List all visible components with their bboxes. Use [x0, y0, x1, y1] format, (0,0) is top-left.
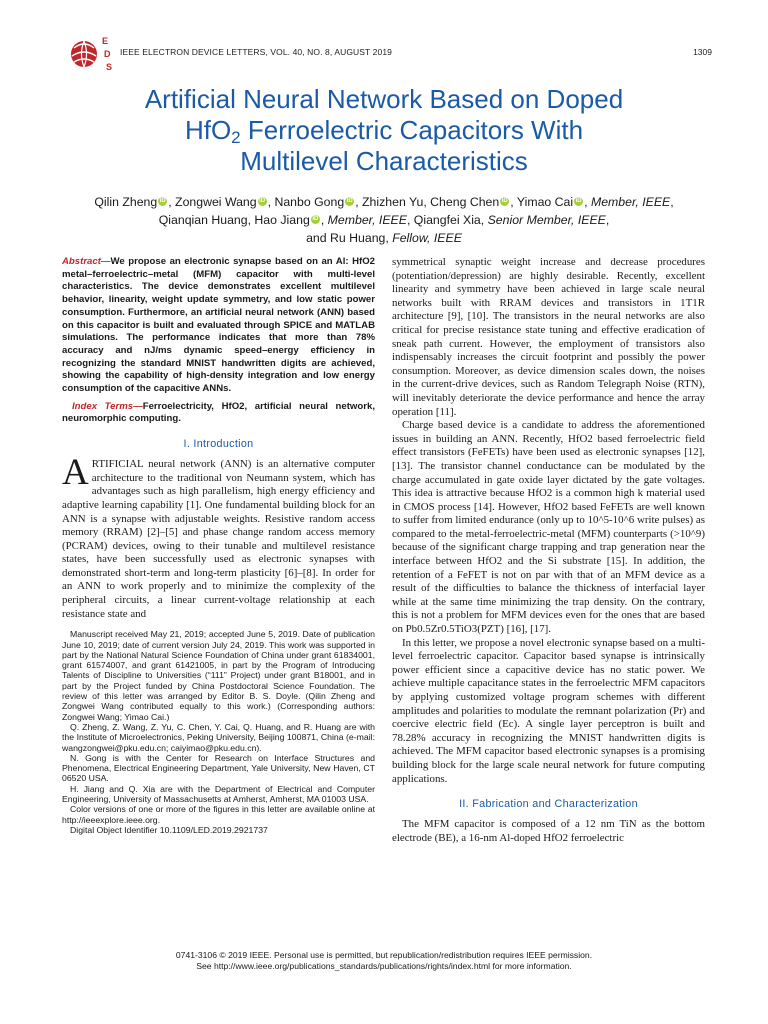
authors-line-3: and Ru Huang, Fellow, IEEE	[306, 231, 462, 245]
left-column	[62, 256, 375, 835]
abstract-text: We propose an electronic synapse based on an Al: HfO2 metal–ferroelectric–metal (MFM) capacitor with multi-level characteristics. The device demonstrates excellent multilevel behavior, linearity, weight update symmetry, and low static power consumption. Furthermore, an artificial neural network (ANN) based on this capacitor is built and evaluated through SPICE and MATLAB simulations. The performance indicates that more than 78% accuracy and nJ/ms dynamic speed–energy efficiency in recognizing the standard MNIST handwritten digits are achieved, showing the capability of high-density integration and low energy consumption of the capacitive ANNs.	[62, 256, 375, 395]
section-heading-introduction: I. Introduction	[183, 438, 254, 451]
abstract-label: Abstract—	[62, 256, 111, 267]
page-number: 1309	[693, 47, 712, 57]
authors-line-1: Qilin Zheng iD , Zongwei Wang iD , Nanbo Gong iD , Zhizhen Yu, Cheng Chen iD , Yimao Cai iD , Member, IEEE,	[94, 195, 674, 209]
svg-text:D: D	[104, 49, 111, 59]
fabrication-paragraph-1: The MFM capacitor is composed of a 12 nm TiN as the bottom electrode (BE), a 16-nm Al-doped HfO2 ferroelectric	[392, 818, 705, 844]
footnote-doi: Digital Object Identifier 10.1109/LED.2019.2921737	[70, 824, 268, 835]
orcid-icon[interactable]: iD	[575, 198, 582, 204]
right-paragraph-3: In this letter, we propose a novel electronic synapse based on a multi-level ferroelectric capacitor. Capacitor based synapse is intrinsically power efficient since a capacitive device has no static power. We achieve multiple capacitance states in the ferroelectric MFM capacitors by applying customized voltage program schemes with different amplitudes and polarities to modulate the remnant polarization (Pr) and coercive electric field (Ec). A single layer perceptron is built and 78.28% accuracy in recognizing the MNIST handwritten digits is achieved. The MFM capacitor based electronic synapses is a promising building block for the large scale neural network for future computing applications.	[392, 636, 705, 785]
svg-text:S: S	[106, 62, 113, 72]
footnote-affiliation-yale: N. Gong is with the Center for Research on Interface Structures and Phenomena, Electrical Engineering Department, Yale University, New Haven, CT 06520 USA.	[62, 752, 375, 784]
index-terms-label: Index Terms—	[72, 400, 143, 412]
footnote-color-figures: Color versions of one or more of the figures in this letter are available online at http://ieeexplore.ieee.org.	[62, 804, 375, 825]
eds-society-logo	[62, 30, 120, 78]
index-terms-text: Ferroelectricity, HfO2, artificial neural network, neuromorphic computing.	[62, 400, 375, 425]
journal-citation: IEEE ELECTRON DEVICE LETTERS, VOL. 40, NO. 8, AUGUST 2019	[120, 47, 392, 57]
copyright-line-1: 0741-3106 © 2019 IEEE. Personal use is permitted, but republication/redistribution requires IEEE permission.	[175, 950, 593, 960]
footnote-affiliation-umass: H. Jiang and Q. Xia are with the Department of Electrical and Computer Engineering, University of Massachusetts at Amherst, Amherst, MA 01003 USA.	[62, 783, 375, 805]
copyright-line-2: See http://www.ieee.org/publications_standards/publications/rights/index.html for more information.	[196, 961, 572, 971]
fabrication-body	[392, 818, 705, 845]
title-line-1: Artificial Neural Network Based on Doped	[144, 84, 624, 114]
right-paragraph-2: Charge based device is a candidate to address the aforementioned issues in building an ANN. Recently, HfO2 based ferroelectric field effect transistors (FeFETs) have been used as electronic synapses [12], [13]. The transistor channel conductance can be modulated by the charge accumulated in gate oxide layer dictated by the gate voltages. This idea is attractive because HfO2 is a common high k material used in CMOS process [14]. However, HfO2 based FeFETs are well known to suffer from limited endurance (only up to 10^5-10^6 write pulses) as compared to the metal-ferroelectric-metal (MFM) counterparts (>10^9) because of the significant charge trapping and trap generation near the interface between HfO2 and the Si substrate [15]. In addition, the retention of a FeFET is not on par with that of an MFM device as a result of the difficulties to balance the thickness of interfacial layer while at the same time minimizing the trap density. On the contrary, this is not a problem for MFM devices even for the ones that are based on Pb0.5Zr0.5TiO3(PZT) [16], [17].	[392, 419, 705, 636]
orcid-icon[interactable]: iD	[312, 216, 319, 222]
right-column	[392, 256, 705, 845]
abstract	[62, 256, 375, 396]
author-list	[58, 193, 710, 247]
orcid-icon[interactable]: iD	[259, 198, 266, 204]
running-header	[62, 30, 712, 78]
paper-title	[0, 84, 768, 177]
orcid-icon[interactable]: iD	[501, 198, 508, 204]
authors-line-2: Qianqian Huang, Hao Jiang iD , Member, IEEE, Qiangfei Xia, Senior Member, IEEE,	[158, 213, 610, 227]
intro-body	[62, 452, 375, 621]
right-body	[392, 256, 705, 786]
title-line-2: HfO$_2$ Ferroelectric Capacitors With	[184, 115, 584, 147]
title-line-3: Multilevel Characteristics	[240, 146, 528, 176]
footnote-affiliation-pku: Q. Zheng, Z. Wang, Z. Yu, C. Chen, Y. Cai, Q. Huang, and R. Huang are with the Institute of Microelectronics, Peking University, Beijing 100871, China (e-mail: wangzongwei@pku.edu.cn; caiyimao@pku.edu.cn).	[62, 721, 375, 753]
section-heading-fabrication: II. Fabrication and Characterization	[459, 798, 638, 811]
footnote-manuscript: Manuscript received May 21, 2019; accepted June 5, 2019. Date of publication June 10, 2019; date of current version July 24, 2019. This work was supported in part by the National Natural Science Foundation of China under grant 61834001, grant 61574007, and grant 61421005, in part by the Program of Introducing Talents of Discipline to Universities (“111” Project) under grant B18001, and in part by the Project funded by China Postdoctoral Science Foundation. The review of this letter was arranged by Editor B. S. Doyle. (Qilin Zheng and Zongwei Wang contributed equally to this work.) (Corresponding authors: Zongwei Wang; Yimao Cai.)	[62, 629, 375, 722]
drop-cap: A	[62, 452, 89, 494]
copyright-notice	[0, 950, 768, 972]
orcid-icon[interactable]: iD	[159, 198, 166, 204]
intro-paragraph-1: RTIFICIAL neural network (ANN) is an alternative computer architecture to the traditional von Neumann system, which has advantages such as high parallelism, high energy efficiency and adaptive learning capability [1]. One fundamental building block for an ANN is a synapse with adjustable weights. Resistive random access memory (RRAM) [2]–[5] and phase change random access memory (PCRAM) devices, owing to their tunable and multilevel resistance states, have been successfully used as electronic synapses with demonstrated short-term and long-term plasticity [6]–[8]. In order for an ANN to work properly and to minimize the complexity of the peripheral circuits, a linear current-voltage relationship at each resistance state and	[62, 458, 375, 620]
svg-text:E: E	[102, 36, 109, 46]
index-terms	[62, 401, 375, 426]
orcid-icon[interactable]: iD	[346, 198, 353, 204]
footnotes	[62, 629, 375, 835]
right-paragraph-1: symmetrical synaptic weight increase and decrease procedures (potentiation/depression) are highly desirable. Recently, excellent linearity and symmetry have been achieved in large scale neural networks built with RRAM devices and transistors in 1T1R architecture [9], [10]. The transistors in the neural networks are also critical for precise resistance state tuning and effective eradication of sneak path current. However, the employment of transistors also indispensably increases the circuit footprint and possibly the power consumption. Moreover, as device dimension scales down, the noises in the current-drive devices, such as Random Telegraph Noise (RTN), will inevitably deteriorate the device performance and hence the array operation [11].	[392, 256, 705, 418]
